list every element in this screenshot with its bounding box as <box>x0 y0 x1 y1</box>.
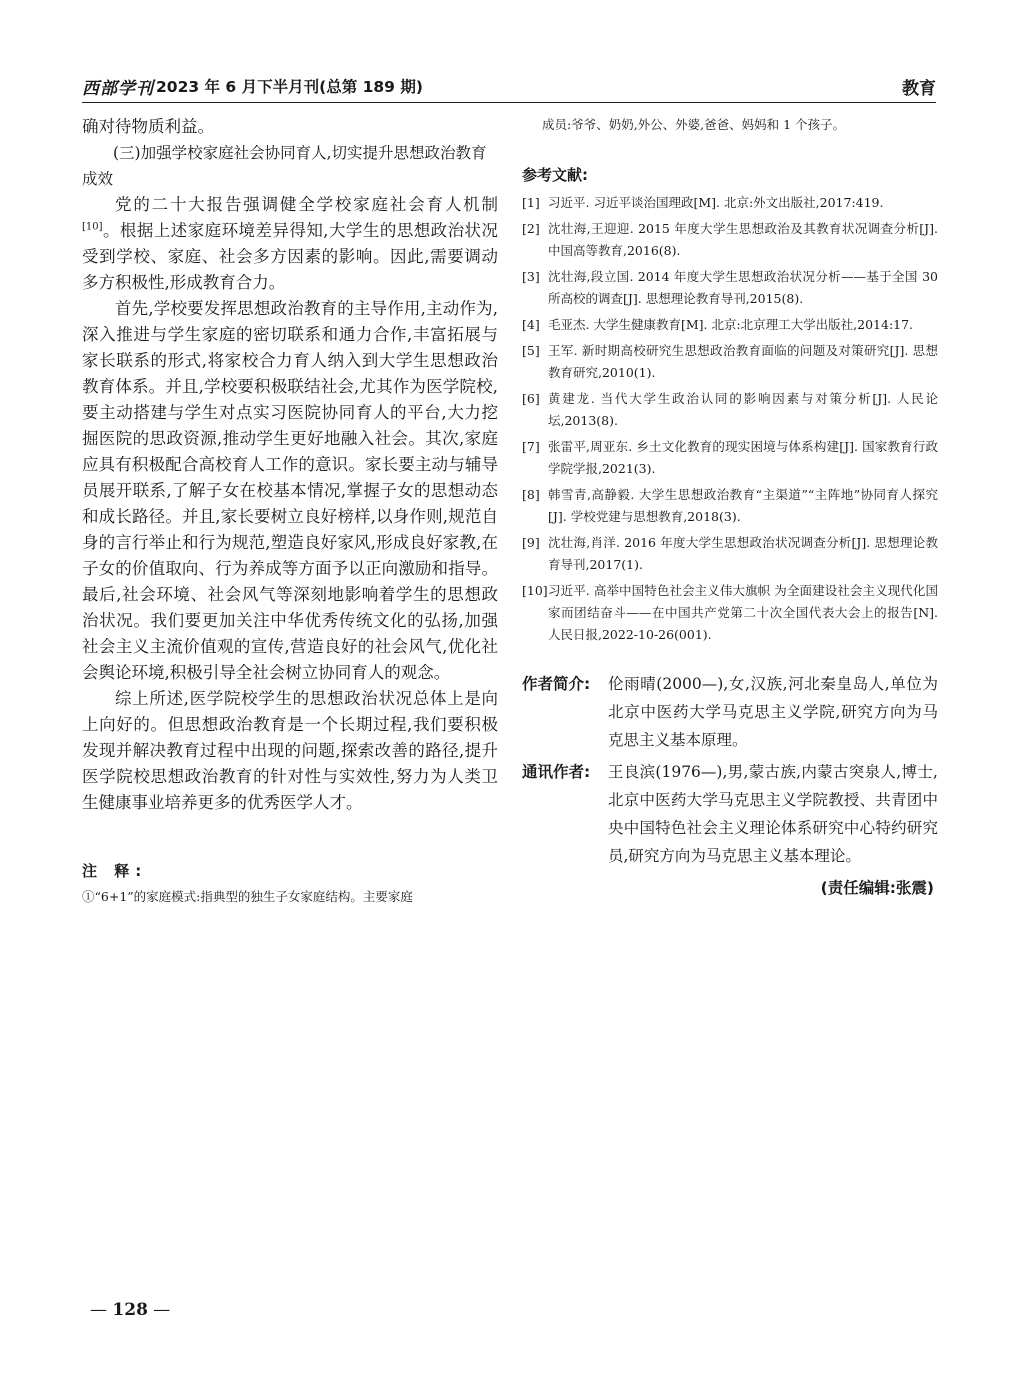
corresponding-author-label: 通讯作者: <box>522 763 591 781</box>
reference-item: [5] 王军. 新时期高校研究生思想政治教育面临的问题及对策研究[J]. 思想教育研究,2010(1). <box>522 343 938 380</box>
references-title: 参考文献: <box>522 166 588 184</box>
paragraph-1-text: 党的二十大报告强调健全学校家庭社会育人机制 <box>115 195 498 214</box>
reference-item: [3] 沈壮海,段立国. 2014 年度大学生思想政治状况分析——基于全国 30 所高校的调查[J]. 思想理论教育导刊,2015(8). <box>522 269 938 306</box>
citation-10: [10] <box>82 221 103 233</box>
reference-item: [1] 习近平. 习近平谈治国理政[M]. 北京:外文出版社,2017:419. <box>522 195 884 210</box>
paragraph-continued: 确对待物质利益。 <box>82 117 214 136</box>
reference-item: [2] 沈壮海,王迎迎. 2015 年度大学生思想政治及其教育状况调查分析[J]. 中国高等教育,2016(8). <box>522 221 938 258</box>
reference-item: [6] 黄建龙. 当代大学生政治认同的影响因素与对策分析[J]. 人民论坛,2013(8). <box>522 391 938 428</box>
right-column <box>522 114 938 902</box>
paragraph-1-rest: 。根据上述家庭环境差异得知,大学生的思想政治状况受到学校、家庭、社会多方因素的影响。因此,需要调动多方积极性,形成教育合力。 <box>82 221 498 292</box>
corresponding-author <box>522 758 938 870</box>
left-column <box>82 114 498 908</box>
reference-item: [9] 沈壮海,肖洋. 2016 年度大学生思想政治状况调查分析[J]. 思想理论教育导刊,2017(1). <box>522 535 938 572</box>
page-number-value: 128 <box>112 1300 148 1320</box>
corresponding-author-text: 王良滨(1976—),男,蒙古族,内蒙古突泉人,博士,北京中医药大学马克思主义学院教授、共青团中央中国特色社会主义理论体系研究中心特约研究员,研究方向为马克思主义基本理论。 <box>608 763 938 865</box>
paragraph-2: 首先,学校要发挥思想政治教育的主导作用,主动作为,深入推进与学生家庭的密切联系和通力合作,丰富拓展与家长联系的形式,将家校合力育人纳入到大学生思想政治教育体系。并且,学校要积极联结社会,尤其作为医学院校,要主动搭建与学生对点实习医院协同育人的平台,大力挖掘医院的思政资源,推动学生更好地融入社会。其次,家庭应具有积极配合高校育人工作的意识。家长要主动与辅导员展开联系,了解子女在校基本情况,掌握子女的思想动态和成长路径。并且,家长要树立良好榜样,以身作则,规范自身的言行举止和行为规范,塑造良好家风,形成良好家教,在子女的价值取向、行为养成等方面予以正向激励和指导。最后,社会环境、社会风气等深刻地影响着学生的思想政治状况。我们要更加关注中华优秀传统文化的弘扬,加强社会主义主流价值观的宣传,营造良好的社会风气,优化社会舆论环境,积极引导全社会树立协同育人的观念。 <box>82 299 498 682</box>
reference-item: [8] 韩雪青,高静毅. 大学生思想政治教育“主渠道”“主阵地”协同育人探究[J]. 学校党建与思想教育,2018(3). <box>522 487 938 524</box>
note-1-continued: 成员:爷爷、奶奶,外公、外婆,爸爸、妈妈和 1 个孩子。 <box>542 117 846 132</box>
reference-item: [7] 张雷平,周亚东. 乡土文化教育的现实困境与体系构建[J]. 国家教育行政学院学报,2021(3). <box>522 439 938 476</box>
author-info <box>522 670 938 902</box>
page-header <box>82 72 936 103</box>
paragraph-1 <box>82 192 498 296</box>
author-bio-text: 伦雨晴(2000—),女,汉族,河北秦皇岛人,单位为北京中医药大学马克思主义学院,研究方向为马克思主义基本原理。 <box>608 675 938 749</box>
section-name: 教育 <box>902 79 936 99</box>
reference-item: [10] 习近平. 高举中国特色社会主义伟大旗帜 为全面建设社会主义现代化国家而团结奋斗——在中国共产党第二十次全国代表大会上的报告[N]. 人民日报,2022-10-26(001). <box>522 583 938 642</box>
author-bio <box>522 670 938 754</box>
reference-item: [4] 毛亚杰. 大学生健康教育[M]. 北京:北京理工大学出版社,2014:17. <box>522 317 914 332</box>
notes-title: 注 释: <box>82 862 148 880</box>
author-bio-label: 作者简介: <box>522 675 591 693</box>
paragraph-3: 综上所述,医学院校学生的思想政治状况总体上是向上向好的。但思想政治教育是一个长期过程,我们要积极发现并解决教育过程中出现的问题,探索改善的路径,提升医学院校思想政治教育的针对性与实效性,努力为人类卫生健康事业培养更多的优秀医学人才。 <box>82 689 498 812</box>
subheading: (三)加强学校家庭社会协同育人,切实提升思想政治教育成效 <box>82 144 487 188</box>
reference-list <box>522 192 938 646</box>
issue-info: 2023 年 6 月下半月刊(总第 189 期) <box>156 78 423 96</box>
page-number: — 128 — <box>90 1300 171 1320</box>
responsible-editor: (责任编辑:张震) <box>820 879 934 897</box>
note-1: ①“6+1”的家庭模式:指典型的独生子女家庭结构。主要家庭 <box>82 889 413 904</box>
journal-name: 西部学刊 <box>82 79 154 99</box>
